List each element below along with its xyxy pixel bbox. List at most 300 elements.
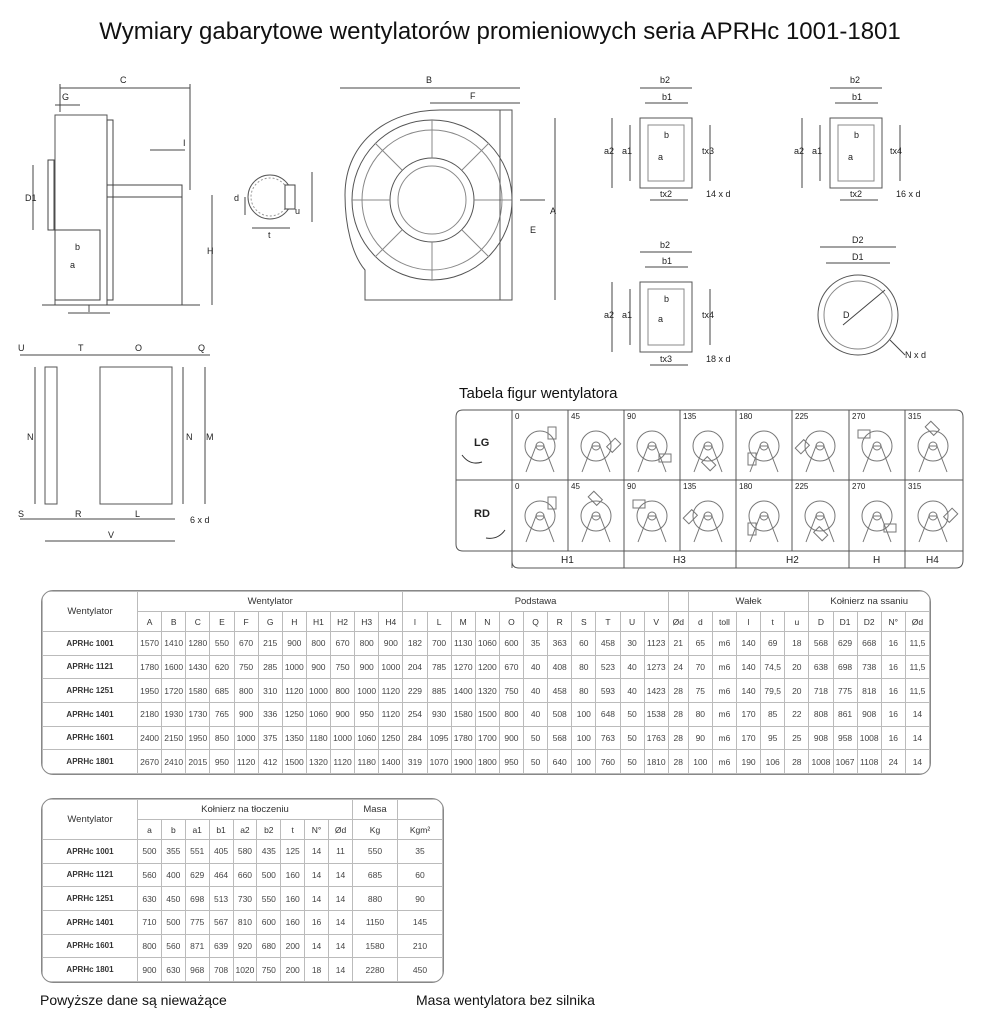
dim-label: tx2 [850,189,863,199]
fan-model-cell: APRHc 1251 [43,679,138,703]
table-cell: 182 [403,632,427,656]
table-cell: 1150 [353,910,398,934]
table-cell: 900 [234,702,258,726]
dim-label: a [658,152,664,162]
table-cell: 100 [572,750,596,774]
table-cell: 11 [329,840,353,864]
table-cell: 550 [210,632,234,656]
dim-label: a [658,314,664,324]
table-cell: 1108 [857,750,881,774]
dim-label: F [470,91,476,101]
table-row [43,863,443,887]
dim-label: a [70,260,76,270]
column-header: t [761,612,785,632]
table-cell: 808 [809,702,833,726]
table1-group-header: Podstawa [403,592,668,612]
table-cell: 708 [209,958,233,982]
table-cell: 435 [257,840,281,864]
fan-model-cell: APRHc 1121 [43,863,138,887]
table-cell: 750 [499,679,523,703]
table-row [43,750,930,774]
table-cell: 850 [210,726,234,750]
table-cell: 800 [138,934,162,958]
table-cell: 660 [233,863,257,887]
column-header: O [499,612,523,632]
table-cell: 145 [398,910,443,934]
table-cell: m6 [712,726,736,750]
table-cell: 140 [737,632,761,656]
table-cell: 140 [737,679,761,703]
table-cell: 1950 [186,726,210,750]
table-cell: 28 [668,679,688,703]
table-cell: 1008 [857,726,881,750]
table-cell: 16 [881,679,905,703]
table-cell: 95 [761,726,785,750]
table-cell: 550 [257,887,281,911]
table-cell: 900 [499,726,523,750]
fan-model-cell: APRHc 1601 [43,934,138,958]
dim-label: b [854,130,860,140]
dim-label: a [848,152,854,162]
figure-angle-label: 0 [515,412,520,421]
dim-label: tx3 [660,354,673,364]
column-header: N° [881,612,905,632]
table-cell: 284 [403,726,427,750]
table-cell: 25 [785,726,809,750]
table2-group-header: Masa [353,800,398,820]
table-cell: 464 [209,863,233,887]
table-cell: 35 [524,632,548,656]
fan-orientation-icon [693,431,723,472]
column-header: E [210,612,234,632]
flange-mass-table [42,799,443,982]
table-cell: 190 [737,750,761,774]
table-cell: 60 [572,632,596,656]
table-cell: 668 [857,632,881,656]
table-cell: 28 [785,750,809,774]
figure-angle-label: 45 [571,412,580,421]
figures-title: Tabela figur wentylatora [459,385,618,402]
table-cell: 568 [548,726,572,750]
table-cell: 523 [596,655,620,679]
table-cell: 50 [524,750,548,774]
figure-angle-label: 270 [852,482,866,491]
dim-label: V [108,530,115,540]
table-cell: 1273 [644,655,668,679]
table-cell: 16 [881,726,905,750]
table-cell: 30 [620,632,644,656]
dim-label: D1 [852,252,864,262]
table-cell: 648 [596,702,620,726]
table-cell: 629 [833,632,857,656]
table-cell: 450 [161,887,185,911]
table-cell: 1120 [282,679,306,703]
dim-label: b2 [850,75,861,85]
table-cell: 14 [329,887,353,911]
table-cell: 1070 [427,750,451,774]
figure-column-label: H4 [926,555,939,566]
table-cell: 1120 [234,750,258,774]
table-cell: 908 [857,702,881,726]
fan-orientation-icon [525,427,556,472]
table-cell: 70 [688,655,712,679]
figure-angle-label: 135 [683,412,697,421]
table-cell: 60 [398,863,443,887]
table-cell: 508 [548,702,572,726]
table-row [43,887,443,911]
table-cell: 1280 [186,632,210,656]
table-cell: 50 [620,750,644,774]
dim-label: U [18,343,25,353]
table-cell: 710 [138,910,162,934]
table-cell: 1930 [162,702,186,726]
dimensions-table [42,591,930,774]
table-cell: 80 [572,655,596,679]
table-cell: 908 [809,726,833,750]
table-cell: 40 [524,679,548,703]
table-cell: 1000 [379,655,403,679]
table-cell: 500 [257,863,281,887]
table-row [43,958,443,982]
table-row [43,726,930,750]
dim-label: O [135,343,143,353]
table-cell: 880 [353,887,398,911]
table-cell: 620 [210,655,234,679]
table-cell: 593 [596,679,620,703]
table-cell: 630 [138,887,162,911]
dim-label: B [426,75,433,85]
table-cell: 229 [403,679,427,703]
column-header: u [785,612,809,632]
table-cell: 363 [548,632,572,656]
table-cell: 765 [210,702,234,726]
fan-orientation-icon [795,431,835,472]
table-cell: 800 [306,632,330,656]
table-cell: 16 [881,702,905,726]
table-cell: 1095 [427,726,451,750]
table-cell: 1060 [306,702,330,726]
table-cell: 700 [427,632,451,656]
fan-orientation-icon [805,501,835,542]
rotation-label: RD [474,508,490,520]
column-header: D2 [857,612,881,632]
figure-angle-label: 315 [908,482,922,491]
table2-first-header: Wentylator [43,800,138,840]
table-cell: 818 [857,679,881,703]
table-cell: 861 [833,702,857,726]
table-cell: 900 [138,958,162,982]
page-title: Wymiary gabarytowe wentylatorów promieniowych seria APRHc 1001-1801 [99,18,901,45]
table-cell: 28 [668,726,688,750]
table-cell: 215 [258,632,282,656]
table-cell: 16 [881,655,905,679]
table-cell: 16 [881,632,905,656]
fan-orientation-icon [581,491,611,542]
table-cell: 14 [905,702,929,726]
table-cell: 85 [761,702,785,726]
table1-group-header: Wentylator [138,592,403,612]
table-cell: 2280 [353,958,398,982]
dim-label: tx3 [702,146,715,156]
column-header: M [451,612,475,632]
table-cell: 698 [833,655,857,679]
dim-label: 6 x d [190,515,210,525]
column-header: Kgm² [398,820,443,840]
table-cell: 1580 [451,702,475,726]
table-cell: 450 [398,958,443,982]
table-cell: 1120 [331,750,355,774]
dim-label: S [18,509,25,519]
table-cell: 408 [548,655,572,679]
table-cell: 680 [257,934,281,958]
dim-label: H [207,246,214,256]
column-header: Kg [353,820,398,840]
dim-label: Q [198,343,206,353]
table-cell: m6 [712,655,736,679]
table-cell: 106 [761,750,785,774]
dim-label: a1 [622,146,633,156]
table-cell: 65 [688,632,712,656]
fan-orientation-icon [918,501,958,542]
table-cell: 1720 [162,679,186,703]
table-cell: 2670 [138,750,162,774]
column-header: a1 [185,820,209,840]
table-cell: 90 [398,887,443,911]
table-cell: 810 [233,910,257,934]
dim-label: t [268,230,271,240]
column-header: Ød [905,612,929,632]
column-header: H1 [306,612,330,632]
dim-label: M [206,432,214,442]
table-cell: m6 [712,632,736,656]
table-cell: 968 [185,958,209,982]
dim-label: N x d [905,350,927,360]
table-cell: 16 [305,910,329,934]
figure-angle-label: 180 [739,482,753,491]
column-header: T [596,612,620,632]
dim-label: 16 x d [896,189,921,199]
table-cell: 1500 [475,702,499,726]
figure-angle-label: 225 [795,412,809,421]
table-cell: 336 [258,702,282,726]
table-cell: 800 [355,632,379,656]
table-cell: 1763 [644,726,668,750]
table-cell: 750 [234,655,258,679]
table-cell: 568 [809,632,833,656]
table-cell: 2150 [162,726,186,750]
table-cell: 629 [185,863,209,887]
table-cell: 40 [524,655,548,679]
table-cell: 900 [379,632,403,656]
column-header: B [162,612,186,632]
dim-label: a2 [794,146,805,156]
table-cell: 405 [209,840,233,864]
dim-label: G [62,92,70,102]
dim-label: b2 [660,75,671,85]
table-cell: m6 [712,750,736,774]
table-cell: 14 [329,910,353,934]
table-cell: 75 [688,679,712,703]
table-cell: 730 [233,887,257,911]
column-header: H [282,612,306,632]
table-cell: 1200 [475,655,499,679]
rotation-label: LG [474,437,490,449]
table-cell: 40 [620,679,644,703]
table-cell: 639 [209,934,233,958]
dim-label: tx4 [702,310,715,320]
column-header: a2 [233,820,257,840]
column-header: V [644,612,668,632]
table-cell: 600 [257,910,281,934]
figure-column-label: H1 [561,555,574,566]
table-cell: 567 [209,910,233,934]
table-cell: 100 [572,726,596,750]
fan-model-cell: APRHc 1001 [43,840,138,864]
table-cell: 1423 [644,679,668,703]
table-cell: 900 [355,655,379,679]
table-cell: 20 [785,655,809,679]
table-cell: 920 [233,934,257,958]
table-cell: 35 [398,840,443,864]
dim-label: u [295,206,301,216]
table-cell: 458 [596,632,620,656]
figure-angle-label: 180 [739,412,753,421]
figure-angle-label: 90 [627,412,636,421]
table-cell: 79,5 [761,679,785,703]
fan-model-cell: APRHc 1121 [43,655,138,679]
table-cell: 640 [548,750,572,774]
table-cell: 1060 [475,632,499,656]
table-cell: 412 [258,750,282,774]
table-cell: 74,5 [761,655,785,679]
figure-column-label: H [873,555,881,566]
dimensions-table-container [41,590,931,775]
table-cell: 1020 [233,958,257,982]
table-cell: 18 [305,958,329,982]
table-cell: 14 [305,887,329,911]
table-cell: 760 [596,750,620,774]
column-header: N° [305,820,329,840]
table-cell: 285 [258,655,282,679]
table-cell: 50 [620,726,644,750]
table-cell: 871 [185,934,209,958]
fan-orientation-icon [748,501,779,542]
table-cell: 2180 [138,702,162,726]
column-header: b1 [209,820,233,840]
table-cell: 1320 [475,679,499,703]
fan-orientation-icon [858,430,892,472]
table-cell: 375 [258,726,282,750]
table-cell: 1538 [644,702,668,726]
table-cell: 24 [881,750,905,774]
table-cell: 40 [620,655,644,679]
figure-angle-label: 45 [571,482,580,491]
fan-orientation-icon [862,501,896,542]
table-cell: 1000 [355,679,379,703]
column-header: b [161,820,185,840]
table-cell: 170 [737,726,761,750]
table-row [43,840,443,864]
table-cell: 14 [305,863,329,887]
dim-label: 18 x d [706,354,731,364]
figure-column-label: H2 [786,555,799,566]
dim-label: a1 [812,146,823,156]
table-cell: 750 [331,655,355,679]
table-cell: 40 [524,702,548,726]
table-cell: 11,5 [905,632,929,656]
column-header: l [737,612,761,632]
table-cell: 160 [281,887,305,911]
table-cell: 80 [572,679,596,703]
table-cell: 204 [403,655,427,679]
table-cell: 90 [688,726,712,750]
dim-label: b1 [662,92,673,102]
table-cell: 1730 [186,702,210,726]
column-header: Ød [329,820,353,840]
fan-model-cell: APRHc 1401 [43,702,138,726]
table-cell: 1950 [138,679,162,703]
table-cell: m6 [712,679,736,703]
table-cell: 685 [353,863,398,887]
column-header: G [258,612,282,632]
dim-label: I [183,138,186,148]
table-cell: 69 [761,632,785,656]
dim-label: tx2 [660,189,673,199]
table-cell: 800 [499,702,523,726]
dim-label: b1 [662,256,673,266]
table-cell: 2015 [186,750,210,774]
column-header: S [572,612,596,632]
table-cell: 1000 [282,655,306,679]
column-header: l [403,612,427,632]
fan-orientation-icon [633,500,667,542]
column-header: D1 [833,612,857,632]
column-header: A [138,612,162,632]
table-cell: 14 [905,750,929,774]
table-cell: 698 [185,887,209,911]
table-cell: 170 [737,702,761,726]
table-cell: 500 [161,910,185,934]
table-cell: 1130 [451,632,475,656]
table-cell: m6 [712,702,736,726]
table-cell: 1700 [475,726,499,750]
table-cell: 930 [427,702,451,726]
figure-angle-label: 90 [627,482,636,491]
fan-model-cell: APRHc 1801 [43,958,138,982]
dim-label: D2 [852,235,864,245]
table-cell: 22 [785,702,809,726]
table-cell: 670 [234,632,258,656]
table-cell: 160 [281,863,305,887]
table-cell: 1570 [138,632,162,656]
table-cell: 18 [785,632,809,656]
table-cell: 513 [209,887,233,911]
figure-angle-label: 135 [683,482,697,491]
dim-label: a1 [622,310,633,320]
column-header: H3 [355,612,379,632]
dim-label: b [664,130,670,140]
table-cell: 2400 [138,726,162,750]
table-cell: 28 [668,702,688,726]
table-cell: 14 [905,726,929,750]
table-cell: 900 [306,655,330,679]
column-header: F [234,612,258,632]
table-cell: 11,5 [905,679,929,703]
dim-label: N [186,432,193,442]
fan-orientation-icon [581,431,621,472]
table-cell: 670 [331,632,355,656]
table-cell: 1000 [331,726,355,750]
